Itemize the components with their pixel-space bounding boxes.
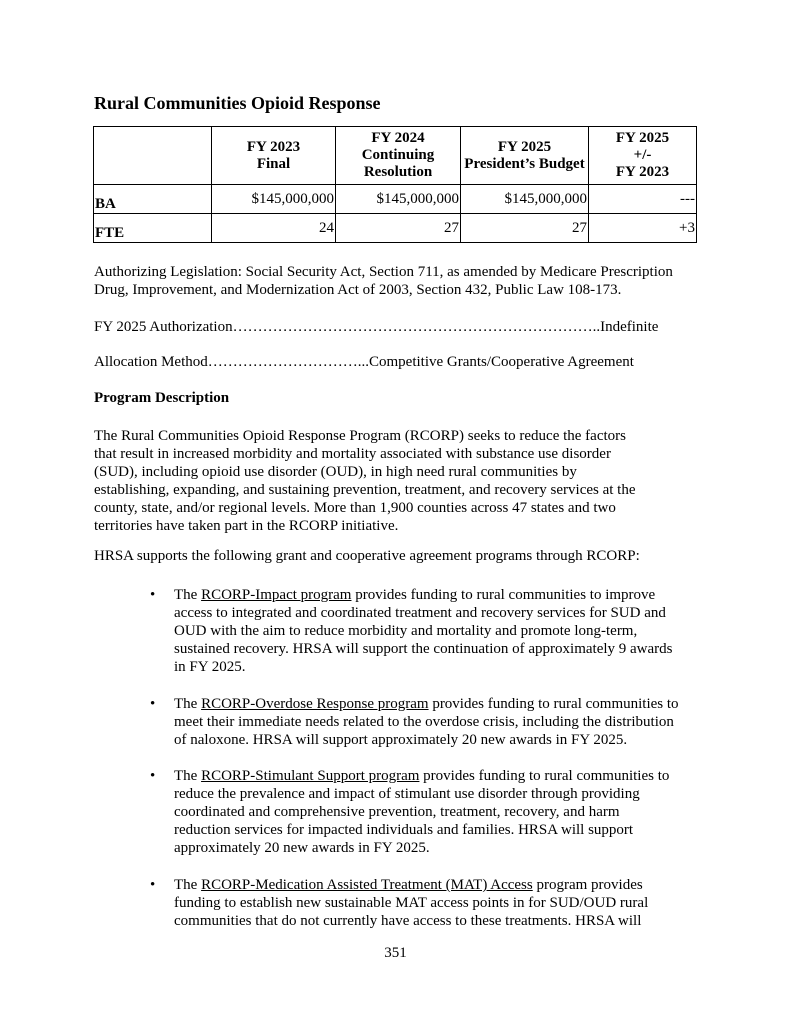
cell-value: $145,000,000 <box>212 185 336 214</box>
table-header-empty <box>94 127 212 185</box>
document-page: Rural Communities Opioid Response FY 2023 Final FY 2024 Continuing Resolution FY 2025 President’s Budget FY 2025 +/- FY 2023 BA $145,000,000 $145,000,000 $145,000,000 --- FTE 24 27 27 +3 Authorizing Legislation: Social Security Act, Section 711, as amended by Medicare Prescription Drug, Improvement, and Modernization Act of 2003, Section 432, Public Law 108-173. FY 2025 Authorization………………………………………………………………..Indefinite Allocation Method…………………………...Competitive Grants/Cooperative Agreement Program Description The Rural Communities Opioid Response Program (RCORP) seeks to reduce the factors that result in increased morbidity and mortality associated with substance use disorder (SUD), including opioid use disorder (OUD), in high need rural communities by establishing, expanding, and sustaining prevention, treatment, and recovery services at the county, state, and/or regional levels. More than 1,900 counties across 47 states and two territories have taken part in the RCORP initiative. HRSA supports the following grant and cooperative agreement programs through RCORP: • The RCORP-Impact program provides funding to rural communities to improve access to integrated and coordinated treatment and recovery services for SUD and OUD with the aim to reduce morbidity and mortality and promote long-term, sustained recovery. HRSA will support the continuation of approximately 9 awards in FY 2025. • The RCORP-Overdose Response program provides funding to rural communities to meet their immediate needs related to the overdose crisis, including the distribution of naloxone. HRSA will support approximately 20 new awards in FY 2025. • The RCORP-Stimulant Support program provides funding to rural communities to reduce the prevalence and impact of stimulant use disorder through providing coordinated and comprehensive prevention, treatment, recovery, and harm reduction services for impacted individuals and families. HRSA will support approximately 20 new awards in FY 2025. • The RCORP-Medication Assisted Treatment (MAT) Access program provides funding to establish new sustainable MAT access points in for SUD/OUD rural communities that do not currently have access to these treatments. HRSA will 351 <box>0 0 791 1024</box>
bullet-icon: • <box>150 877 156 893</box>
cell-value: 27 <box>461 214 589 243</box>
cell-value: --- <box>589 185 697 214</box>
table-header-fy2023: FY 2023 Final <box>212 127 336 185</box>
table-header-row <box>94 127 697 185</box>
allocation-method-line: Allocation Method…………………………...Competitive Grants/Cooperative Agreement <box>94 354 634 370</box>
page-number: 351 <box>384 945 407 961</box>
row-label-fte: FTE <box>94 214 212 243</box>
cell-value: +3 <box>589 214 697 243</box>
cell-value: $145,000,000 <box>461 185 589 214</box>
rcorp-impact-link[interactable]: RCORP-Impact program <box>201 587 352 603</box>
budget-table <box>93 126 697 243</box>
page-title: Rural Communities Opioid Response <box>94 93 381 113</box>
authorizing-legislation: Authorizing Legislation: Social Security Act, Section 711, as amended by Medicare Prescription Drug, Improvement, and Modernization Act of 2003, Section 432, Public Law 108-173. <box>94 264 673 298</box>
authorization-line: FY 2025 Authorization………………………………………………………………..Indefinite <box>94 319 659 335</box>
program-description-text: The Rural Communities Opioid Response Program (RCORP) seeks to reduce the factors that result in increased morbidity and mortality associated with substance use disorder (SUD), including opioid use disorder (OUD), in high need rural communities by establishing, expanding, and sustaining prevention, treatment, and recovery services at the county, state, and/or regional levels. More than 1,900 counties across 47 states and two territories have taken part in the RCORP initiative. <box>94 428 636 534</box>
table-header-fy2024: FY 2024 Continuing Resolution <box>336 127 461 185</box>
rcorp-overdose-response-link[interactable]: RCORP-Overdose Response program <box>201 696 429 712</box>
program-description-heading: Program Description <box>94 390 230 406</box>
supports-intro: HRSA supports the following grant and cooperative agreement programs through RCORP: <box>94 548 640 564</box>
bullet-icon: • <box>150 768 156 784</box>
row-label-ba: BA <box>94 185 212 214</box>
table-row <box>94 214 697 243</box>
table-row <box>94 185 697 214</box>
bullet-icon: • <box>150 696 156 712</box>
table-header-fy2025: FY 2025 President’s Budget <box>461 127 589 185</box>
cell-value: 27 <box>336 214 461 243</box>
rcorp-stimulant-support-link[interactable]: RCORP-Stimulant Support program <box>201 768 420 784</box>
rcorp-mat-access-link[interactable]: RCORP-Medication Assisted Treatment (MAT) Access <box>201 877 533 893</box>
cell-value: $145,000,000 <box>336 185 461 214</box>
table-header-change: FY 2025 +/- FY 2023 <box>589 127 697 185</box>
bullet-icon: • <box>150 587 156 603</box>
cell-value: 24 <box>212 214 336 243</box>
